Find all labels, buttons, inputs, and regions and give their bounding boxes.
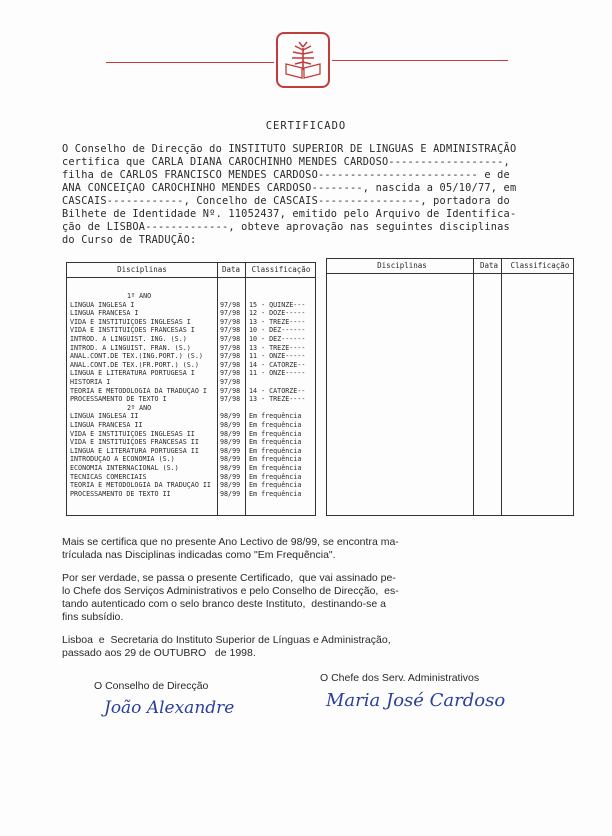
intro-line: filha de CARLOS FRANCISCO MENDES CARDOSO------------------------- e de [62, 169, 510, 181]
header-data: Data [479, 261, 499, 270]
cell-disciplina: VIDA E INSTITUIÇOES FRANCESAS II [70, 439, 199, 447]
cell-classificacao: Em frequência [249, 412, 302, 421]
cell-disciplina: ECONOMIA INTERNACIONAL (S.) [70, 465, 179, 472]
cell-data: 97/98 [220, 343, 241, 352]
header-disciplinas: Disciplinas [117, 265, 167, 274]
table-row [67, 439, 315, 447]
cell-classificacao: 13 - TREZE---- [249, 343, 306, 352]
table-row [67, 336, 315, 344]
cell-classificacao: Em frequência [249, 464, 302, 472]
cell-classificacao: Em frequência [249, 438, 302, 447]
book-tree-icon [278, 34, 328, 86]
cell-disciplina: LINGUA E LITERATURA PORTUGESA I [70, 370, 195, 378]
cell-classificacao: Em frequência [249, 421, 302, 429]
cell-classificacao: 10 - DEZ------ [249, 335, 306, 343]
cell-disciplina: LINGUA INGLESA II [70, 413, 139, 421]
cell-disciplina: INTRODUÇAO A ECONOMIA (S.) [70, 456, 175, 464]
cell-data: 98/99 [220, 446, 241, 455]
cell-data: 98/99 [220, 455, 241, 464]
paragraph-line: lo Chefe dos Serviços Administrativos e pelo Conselho de Direcção, es- [62, 585, 399, 597]
cell-disciplina: LINGUA E LITERATURA PORTUGESA II [70, 447, 199, 455]
cell-data: 98/99 [220, 412, 241, 421]
table-row [67, 396, 315, 404]
table-row [67, 491, 315, 499]
cell-classificacao: 10 - DEZ------ [249, 326, 306, 335]
paragraph-line: fins subsídio. [62, 611, 124, 623]
signature-label-left: O Conselho de Direcção [94, 680, 209, 692]
cell-disciplina: VIDA E INSTITUIÇOES INGLESAS II [70, 430, 195, 438]
cell-classificacao: Em frequência [249, 455, 302, 464]
year-heading: 1º ANO [127, 293, 152, 300]
cell-classificacao: 11 - ONZE----- [249, 369, 306, 378]
header-data: Data [221, 265, 241, 274]
cell-disciplina: LINGUA INGLESA I [70, 301, 135, 309]
cell-disciplina: TEORIA E METODOLOGIA DA TRADUÇAO I [70, 387, 207, 395]
header-classificacao: Classificação [510, 261, 570, 270]
cell-classificacao: 13 - TREZE---- [249, 317, 306, 326]
cell-disciplina: TEORIA E METODOLOGIA DA TRADUÇAO II [70, 482, 211, 490]
intro-line: CASCAIS------------, Concelho de CASCAIS----------------, portadora do [62, 195, 510, 207]
institute-logo [276, 32, 330, 88]
signature-right: Maria José Cardoso [326, 690, 506, 711]
table-row [67, 353, 315, 361]
closing-line: passado aos 29 de OUTUBRO de 1998. [62, 647, 256, 659]
table-row [67, 370, 315, 378]
header-rule-left [106, 62, 274, 63]
cell-data: 97/98 [220, 395, 241, 404]
cell-classificacao: Em frequência [249, 446, 302, 455]
grades-table-left [66, 262, 316, 516]
paragraph-line: Por ser verdade, se passa o presente Certificado, que vai assinado pe- [62, 572, 396, 584]
table-header [327, 259, 573, 274]
cell-data: 97/98 [220, 309, 241, 318]
cell-data: 97/98 [220, 378, 241, 386]
cell-disciplina: PROCESSAMENTO DE TEXTO II [70, 490, 171, 498]
cell-data: 97/98 [220, 386, 241, 395]
note-line: trículada nas Disciplinas indicadas como "Em Frequência". [62, 549, 336, 561]
intro-line: do Curso de TRADUÇÃO: [62, 234, 197, 246]
cell-disciplina: INTROD. A LINGUIST. ING. (S.) [70, 336, 187, 343]
intro-line: ANA CONCEIÇAO CAROCHINHO MENDES CARDOSO--------, nascida a 05/10/77, em [62, 182, 517, 194]
year-heading: 2º ANO [127, 404, 152, 412]
cell-disciplina: PROCESSAMENTO DE TEXTO I [70, 396, 167, 404]
cell-disciplina: ANAL.CONT.DE TEX.(ING.PORT.) (S.) [70, 353, 203, 361]
paragraph-line: tando autenticado com o selo branco deste Instituto, destinando-se a [62, 598, 386, 610]
cell-classificacao: 13 - TREZE---- [249, 395, 306, 404]
intro-line: ção de LISBOA-------------, obteve aprovação nas seguintes disciplinas [62, 221, 510, 233]
cell-classificacao: Em frequência [249, 472, 302, 481]
intro-line: O Conselho de Direcção do INSTITUTO SUPERIOR DE LINGUAS E ADMINISTRAÇÃO [62, 143, 517, 155]
cell-data: 97/98 [220, 352, 241, 361]
header-classificacao: Classificação [251, 265, 311, 274]
cell-data: 98/99 [220, 489, 241, 498]
note-line: Mais se certifica que no presente Ano Lectivo de 98/99, se encontra ma- [62, 536, 399, 548]
cell-disciplina: ANAL.CONT.DE TEX.(FR.PORT.) (S.) [70, 361, 199, 369]
cell-data: 98/99 [220, 464, 241, 472]
table-row [67, 310, 315, 318]
cell-data: 97/98 [220, 300, 241, 309]
grades-table-right [326, 258, 574, 516]
cell-classificacao: 15 - QUINZE--- [249, 300, 306, 309]
intro-line: certifica que CARLA DIANA CAROCHINHO MENDES CARDOSO------------------, [62, 156, 510, 168]
intro-line: Bilhete de Identidade Nº. 11052437, emitido pelo Arquivo de Identifica- [62, 208, 517, 220]
cell-classificacao: Em frequência [249, 489, 302, 498]
cell-classificacao: 11 - ONZE----- [249, 352, 306, 361]
cell-classificacao: Em frequência [249, 429, 302, 438]
cell-data: 97/98 [220, 326, 241, 335]
table-row [67, 422, 315, 430]
cell-classificacao: 14 - CATORZE-- [249, 386, 306, 395]
header-disciplinas: Disciplinas [377, 261, 427, 270]
cell-classificacao: 12 - DOZE----- [249, 309, 306, 318]
cell-data: 98/99 [220, 481, 241, 490]
cell-data: 98/99 [220, 472, 241, 481]
cell-disciplina: LINGUA FRANCESA I [70, 310, 139, 318]
table-header [67, 263, 315, 278]
cell-data: 97/98 [220, 317, 241, 326]
cell-data: 98/99 [220, 421, 241, 429]
table-row [67, 482, 315, 490]
cell-disciplina: LINGUA FRANCESA II [70, 422, 143, 429]
cell-data: 97/98 [220, 369, 241, 378]
table-row [67, 379, 315, 387]
cell-disciplina: HISTORIA I [70, 379, 111, 386]
table-row [67, 465, 315, 473]
table-row [67, 293, 315, 301]
signature-left: João Alexandre [104, 698, 235, 718]
closing-line: Lisboa e Secretaria do Instituto Superior de Línguas e Administração, [62, 634, 391, 646]
cell-data: 98/99 [220, 438, 241, 447]
column-divider [501, 259, 502, 515]
cell-classificacao: Em frequência [249, 481, 302, 490]
column-divider [473, 259, 474, 515]
cell-disciplina: VIDA E INSTITUIÇOES FRANCESAS I [70, 327, 195, 335]
cell-disciplina: TECNICAS COMERCIAIS [70, 473, 147, 481]
cell-data: 97/98 [220, 360, 241, 369]
page-title: CERTIFICADO [265, 120, 347, 132]
signature-label-right: O Chefe dos Serv. Administrativos [320, 672, 480, 684]
cell-disciplina: VIDA E INSTITUIÇOES INGLESAS I [70, 318, 191, 326]
cell-classificacao: 14 - CATORZE-- [249, 360, 306, 369]
header-rule-right [332, 60, 508, 61]
cell-disciplina: INTROD. A LINGUIST. FRAN. (S.) [70, 344, 191, 352]
cell-data: 98/99 [220, 429, 241, 438]
cell-data: 97/98 [220, 335, 241, 343]
